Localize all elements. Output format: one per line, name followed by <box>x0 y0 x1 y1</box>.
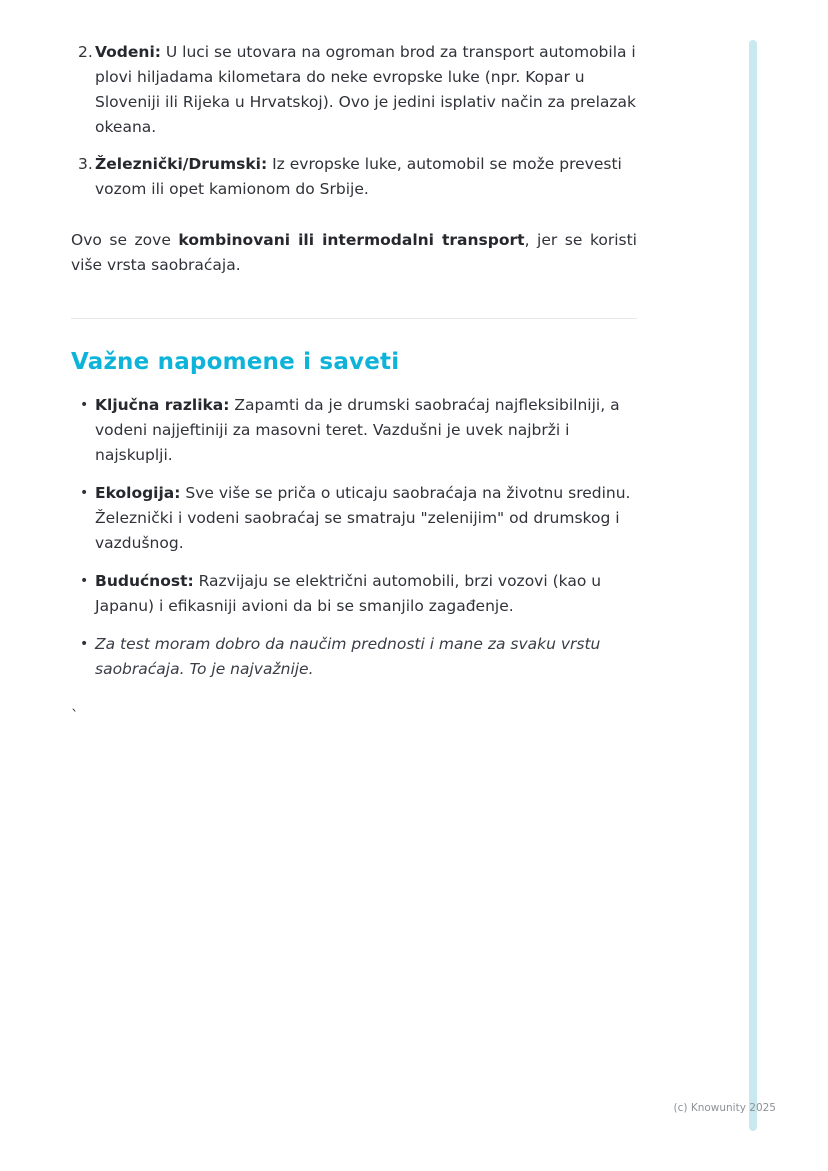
paragraph-bold: kombinovani ili intermodalni transport <box>178 231 525 249</box>
bullet-body: Sve više se priča o uticaju saobraćaja na životnu sredinu. Železnički i vodeni saobraćaj se smatraju "zelenijim" od drumskog i vazdušnog. <box>95 484 631 552</box>
list-item-vodeni <box>71 40 637 140</box>
bullet-text <box>95 393 637 468</box>
bullet-marker-icon: • <box>80 636 89 652</box>
bullet-body: Zapamti da je drumski saobraćaj najfleksibilniji, a vodeni najjeftiniji za masovni teret. Vazdušni je uvek najbrži i najskuplji. <box>95 396 620 464</box>
bullet-lead: Ekologija: <box>95 484 181 502</box>
bullet-item-kljucna-razlika <box>71 393 637 468</box>
bullet-marker-icon: • <box>80 485 89 501</box>
numbered-list <box>71 40 637 202</box>
bullet-item-ekologija <box>71 481 637 556</box>
bullet-list <box>71 393 637 682</box>
list-item-lead: Železnički/Drumski: <box>95 155 268 173</box>
paragraph-post: , jer se koristi više vrsta saobraćaja. <box>71 231 637 274</box>
bullet-item-buducnost <box>71 569 637 619</box>
list-item-zeleznicki-drumski <box>71 152 637 202</box>
footer-credit: (c) Knowunity 2025 <box>673 1102 776 1114</box>
bullet-lead: Budućnost: <box>95 572 194 590</box>
list-item-lead: Vodeni: <box>95 43 161 61</box>
list-item-body: U luci se utovara na ogroman brod za transport automobila i plovi hiljadama kilometara do neke evropske luke (npr. Kopar u Sloveniji ili Rijeka u Hrvatskoj). Ovo je jedini isplativ način za prelazak okeana. <box>95 43 637 136</box>
bullet-marker-icon: • <box>80 397 89 413</box>
section-divider <box>71 318 637 319</box>
bullet-text <box>95 481 637 556</box>
list-item-text <box>95 152 637 202</box>
intermodal-paragraph <box>71 228 637 278</box>
list-number: 2. <box>78 43 93 61</box>
bullet-text <box>95 569 637 619</box>
page-edge-stripe <box>749 40 757 1131</box>
bullet-item-test-note <box>71 632 637 682</box>
bullet-lead: Ključna razlika: <box>95 396 230 414</box>
bullet-marker-icon: • <box>80 573 89 589</box>
list-number: 3. <box>78 155 93 173</box>
list-item-body: Iz evropske luke, automobil se može prevesti vozom ili opet kamionom do Srbije. <box>95 155 622 198</box>
list-item-text <box>95 40 637 140</box>
bullet-body: Razvijaju se električni automobili, brzi vozovi (kao u Japanu) i efikasniji avioni da bi se smanjilo zagađenje. <box>95 572 602 615</box>
section-heading: Važne napomene i saveti <box>71 349 400 375</box>
stray-backtick: ` <box>71 707 79 725</box>
paragraph-pre: Ovo se zove <box>71 231 179 249</box>
bullet-text-italic <box>95 632 637 682</box>
document-content <box>71 40 637 729</box>
italic-note: Za test moram dobro da naučim prednosti i mane za svaku vrstu saobraćaja. To je najvažnije. <box>95 635 601 678</box>
